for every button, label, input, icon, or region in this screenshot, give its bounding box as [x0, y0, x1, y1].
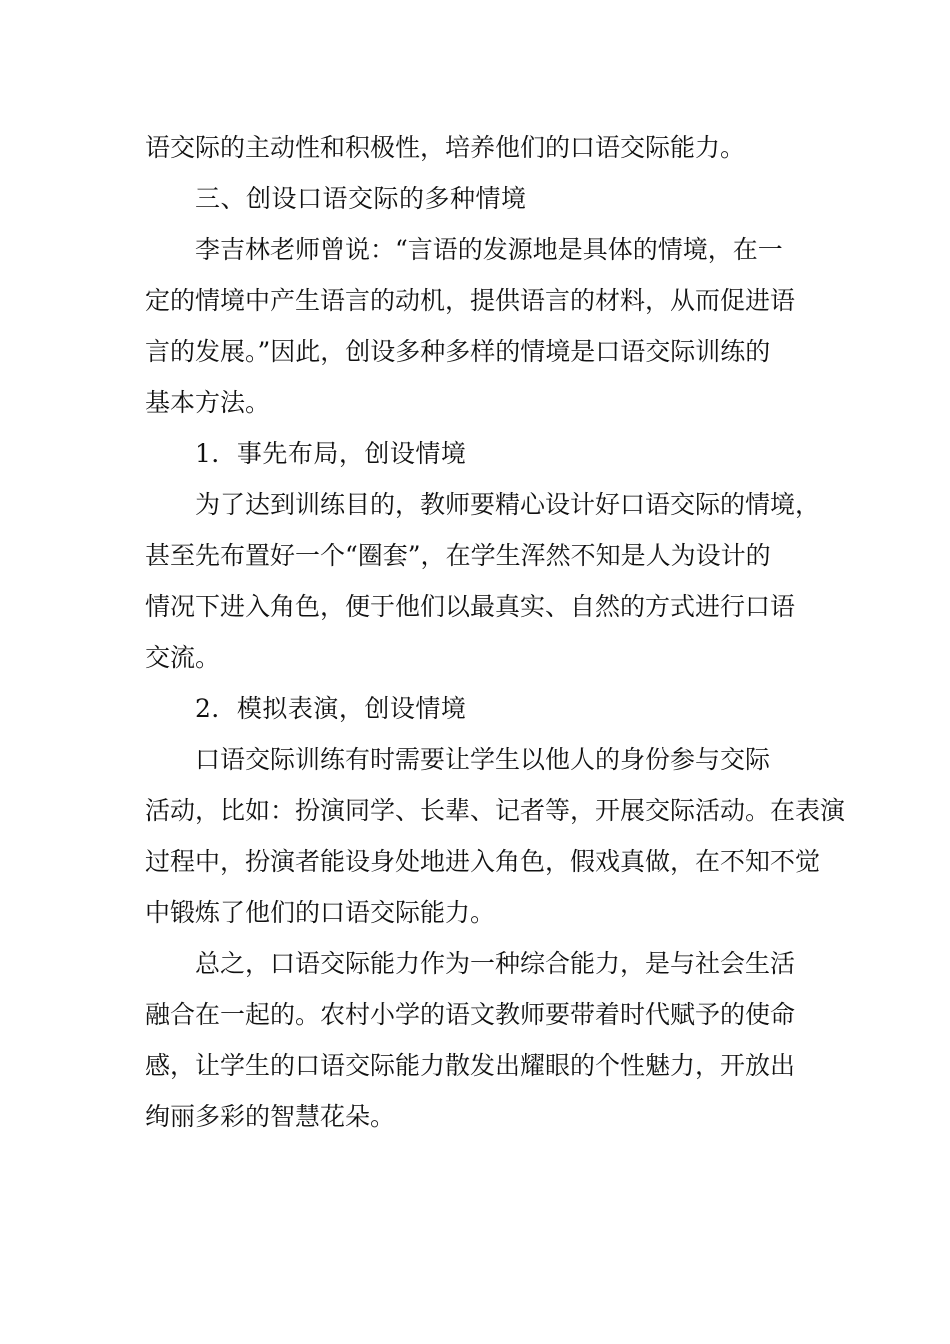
- paragraph-line: 过程中，扮演者能设身处地进入角色，假戏真做，在不知不觉: [145, 847, 821, 876]
- paragraph-line: 绚丽多彩的智慧花朵。: [145, 1102, 396, 1131]
- paragraph-line: 中锻炼了他们的口语交际能力。: [145, 898, 496, 927]
- paragraph-line: 甚至先布置好一个“圈套”，在学生浑然不知是人为设计的: [145, 541, 771, 570]
- section-heading: 三、创设口语交际的多种情境: [195, 184, 527, 213]
- paragraph-line: 定的情境中产生语言的动机，提供语言的材料，从而促进语: [145, 286, 796, 315]
- paragraph-line: 融合在一起的。农村小学的语文教师要带着时代赋予的使命: [145, 1000, 796, 1029]
- paragraph-line: 交流。: [145, 643, 221, 672]
- paragraph-line: 总之，口语交际能力作为一种综合能力，是与社会生活: [195, 949, 796, 978]
- paragraph-line: 为了达到训练目的，教师要精心设计好口语交际的情境，: [195, 490, 821, 519]
- paragraph-line: 李吉林老师曾说：“言语的发源地是具体的情境，在一: [195, 235, 783, 264]
- subsection-heading: 1．事先布局，创设情境: [195, 439, 467, 468]
- paragraph-line: 基本方法。: [145, 388, 271, 417]
- paragraph-line: 语交际的主动性和积极性，培养他们的口语交际能力。: [145, 133, 746, 162]
- paragraph-line: 感，让学生的口语交际能力散发出耀眼的个性魅力，开放出: [145, 1051, 796, 1080]
- paragraph-line: 情况下进入角色，便于他们以最真实、自然的方式进行口语: [145, 592, 796, 621]
- paragraph-line: 口语交际训练有时需要让学生以他人的身份参与交际: [195, 745, 771, 774]
- paragraph-line: 言的发展。”因此，创设多种多样的情境是口语交际训练的: [145, 337, 771, 366]
- subsection-heading: 2．模拟表演，创设情境: [195, 694, 467, 723]
- paragraph-line: 活动，比如：扮演同学、长辈、记者等，开展交际活动。在表演: [145, 796, 846, 825]
